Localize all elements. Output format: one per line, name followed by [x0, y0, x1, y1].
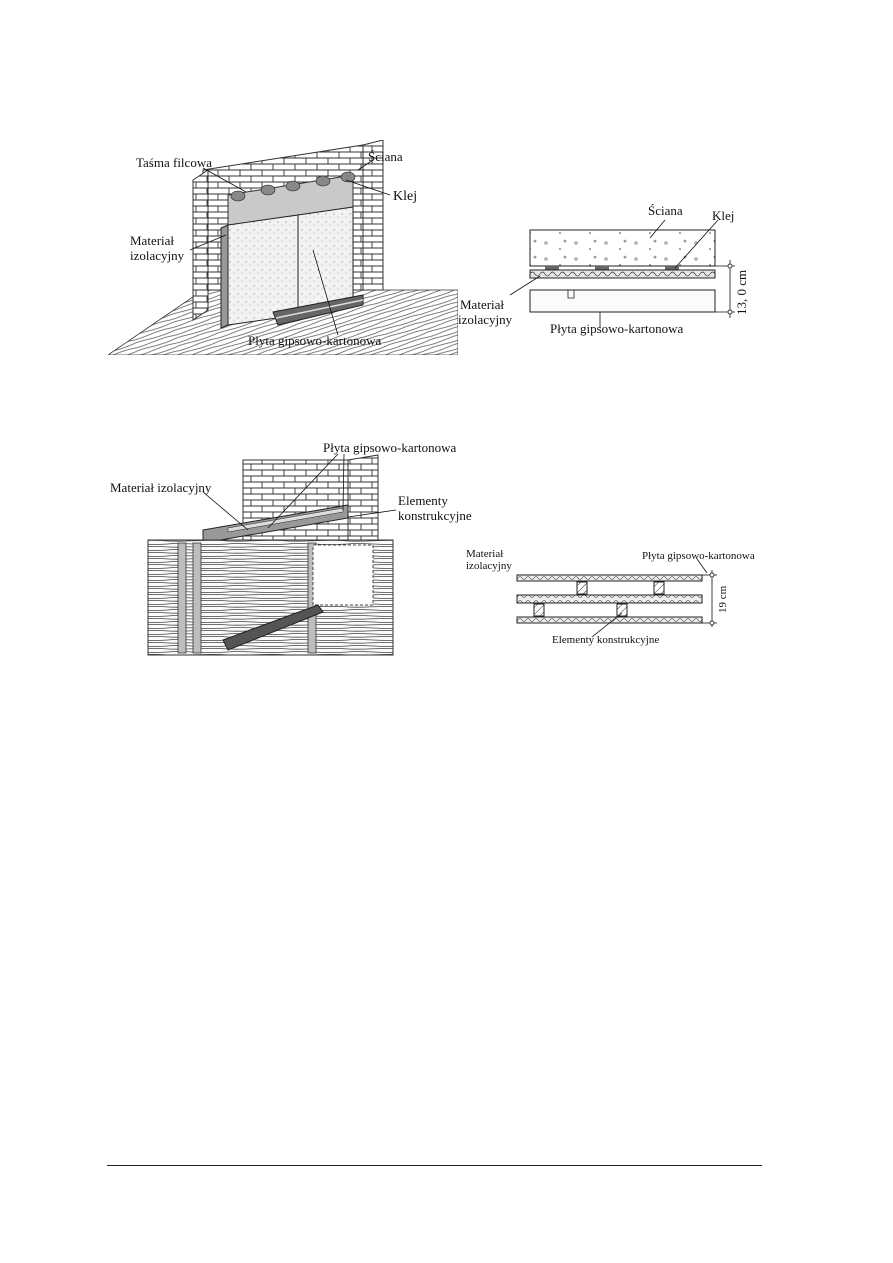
dimension-line: [715, 260, 735, 318]
label-plyta: Płyta gipsowo-kartonowa: [248, 333, 382, 348]
label-klej: Klej: [393, 189, 418, 204]
label-plyta-2: Płyta gipsowo-kartonowa: [323, 440, 457, 455]
section2-label-izolacyjny: izolacyjny: [466, 560, 512, 572]
figure-1-isometric: [108, 140, 458, 355]
label-material-izolacyjny-2: Materiał izolacyjny: [110, 480, 212, 495]
section-plasterboard: [530, 290, 715, 312]
dimension-19cm: 19 cm: [717, 585, 729, 613]
label-konstrukcyjne: konstrukcyjne: [398, 508, 472, 523]
section2-board-middle: [517, 595, 702, 603]
section-wall: [530, 230, 715, 266]
plasterboard-panel-left: [228, 215, 298, 325]
label-tasma-filcowa: Taśma filcowa: [136, 155, 212, 170]
label-izolacyjny: izolacyjny: [130, 248, 185, 263]
dimension-13cm: 13, 0 cm: [734, 269, 749, 315]
section2-label-plyta: Płyta gipsowo-kartonowa: [642, 550, 755, 562]
section2-label-material: Materiał: [466, 548, 504, 560]
footer-divider: [107, 1165, 762, 1166]
section-label-sciana: Ściana: [648, 203, 683, 218]
label-sciana: Ściana: [368, 149, 403, 164]
section-glue: [545, 266, 679, 270]
section2-board-bottom: [517, 617, 702, 623]
section2-board-top: [517, 575, 702, 581]
figure-2-section: [462, 545, 787, 650]
brick-wall-left: [193, 170, 208, 320]
figure-1-section: [450, 190, 770, 345]
label-material: Materiał: [130, 233, 175, 248]
section-insulation: [530, 270, 715, 278]
section-label-izolacyjny: izolacyjny: [458, 312, 513, 327]
section-label-klej: Klej: [712, 208, 735, 223]
section-label-plyta: Płyta gipsowo-kartonowa: [550, 321, 684, 336]
section2-label-elementy: Elementy konstrukcyjne: [552, 634, 660, 646]
label-elementy: Elementy: [398, 493, 448, 508]
section-label-material: Materiał: [460, 297, 505, 312]
